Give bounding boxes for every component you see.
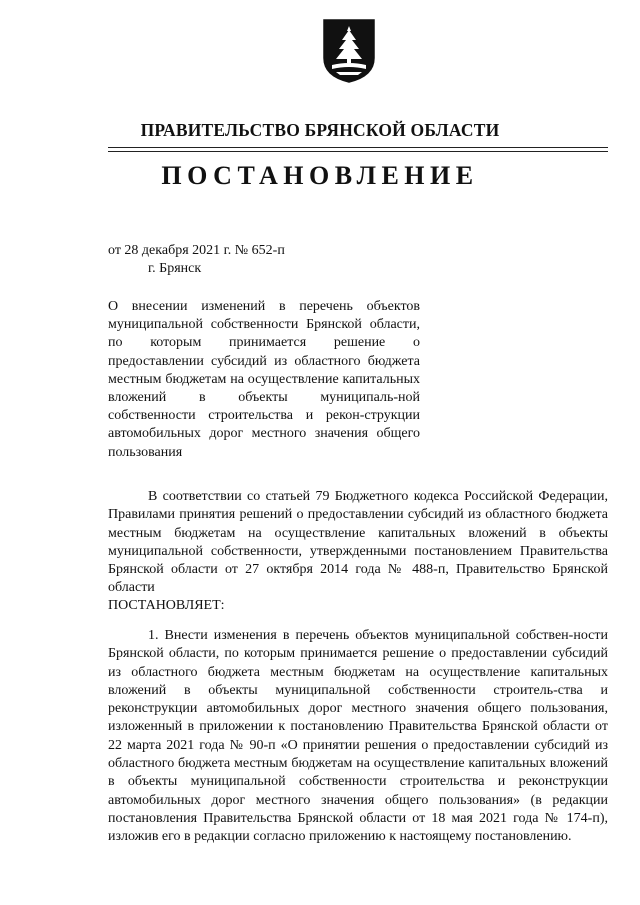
preamble-paragraph: В соответствии со статьей 79 Бюджетного кодекса Российской Федерации, Правилами принятия решений о предоставлении субсидий из областного бюджета местным бюджетам на осуществление капитальных вложений в объекты муниципальной собственности, утвержденными постановлением Правительства Брянской области от 27 октября 2014 года № 488-п, Правительство Брянской области [108,489,608,596]
coat-of-arms-icon [322,18,376,84]
item-1-paragraph: 1. Внести изменения в перечень объектов муниципальной собствен-ности Брянской области, по которым принимается решение о предоставлении субсидий из областного бюджета местным бюджетам на осуществление капитальных вложений в объекты муниципальной собственности строитель-ства и реконструкции автомобильных дорог местного значения общего пользования, изложенный в приложении к постановлению Правительства Брянской области от 22 марта 2021 года № 90-п «О принятии решения о предоставлении субсидий из областного бюджета местным бюджетам на осуществление капитальных вложений в объекты муниципальной собственности строительства и реконструкции автомобильных дорог местного значения общего пользования» (в редакции постановления Правительства Брянской области от 18 мая 2021 года № 174-п), изложив его в редакции согласно приложению к настоящему постановлению. [108,628,608,845]
document-subject: О внесении изменений в перечень объектов муниципальной собственности Брянской области, по которым принимается решение о предоставлении субсидий из областного бюджета местным бюджетам на осуществление капитальных вложений в объекты муниципаль-ной собственности строительства и рекон-струкции автомобильных дорог местного значения общего пользования [108,299,420,460]
document-date-number: от 28 декабря 2021 г. № 652-п [108,243,285,258]
header-divider-top [108,147,608,148]
document-type-title: ПОСТАНОВЛЕНИЕ [161,161,479,190]
government-name: ПРАВИТЕЛЬСТВО БРЯНСКОЙ ОБЛАСТИ [140,120,500,140]
document-city: г. Брянск [148,261,202,276]
resolve-word: ПОСТАНОВЛЯЕТ: [108,598,225,613]
header-divider-bottom [108,151,608,152]
